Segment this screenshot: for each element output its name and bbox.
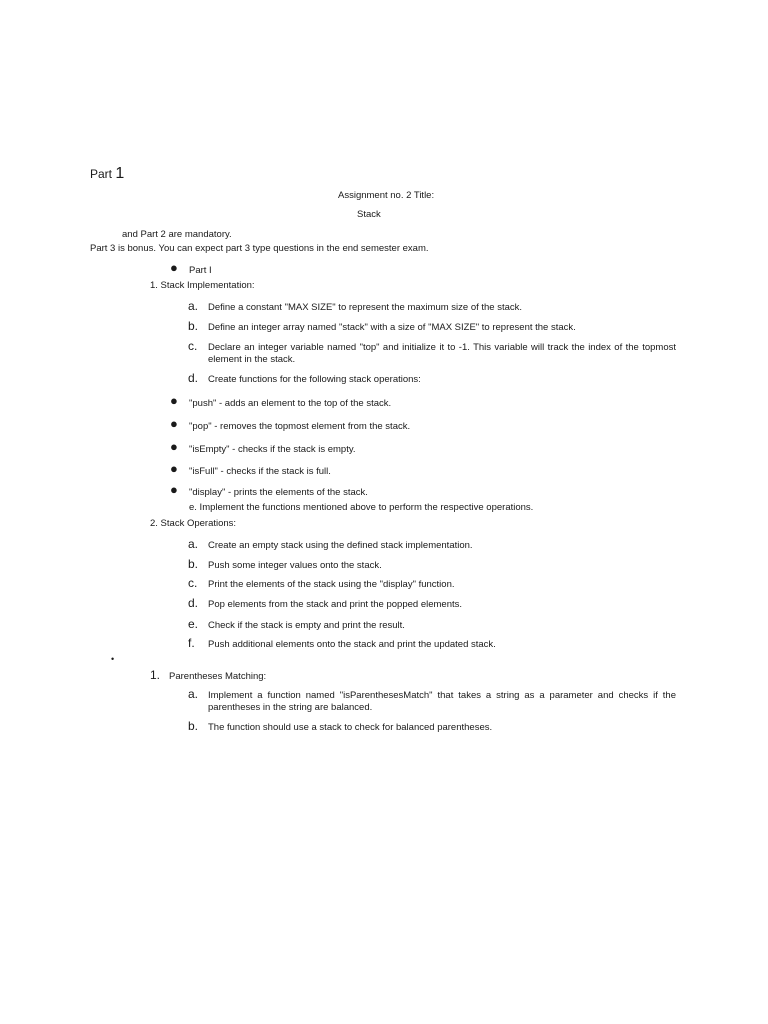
bullet-dot: ● [170, 260, 178, 275]
bullet-dot: ● [170, 393, 178, 408]
assignment-title: Assignment no. 2 Title: [338, 190, 435, 201]
list-item: e. Implement the functions mentioned above to perform the respective operations. [189, 502, 534, 513]
section-3-heading: Parentheses Matching: [169, 671, 267, 682]
list-item: Define an integer array named "stack" with a size of "MAX SIZE" to represent the stack. [208, 322, 576, 333]
list-item: Define a constant "MAX SIZE" to represent the maximum size of the stack. [208, 302, 523, 313]
list-marker: d. [188, 596, 199, 610]
list-marker: a. [188, 299, 199, 313]
list-item: "pop" - removes the topmost element from the stack. [189, 421, 411, 432]
list-marker: a. [188, 687, 199, 701]
list-item: "display" - prints the elements of the stack. [189, 487, 368, 498]
bullet-dot: ● [170, 416, 178, 431]
list-marker: f. [188, 636, 195, 650]
list-marker: b. [188, 319, 199, 333]
list-item: Check if the stack is empty and print the result. [208, 620, 405, 631]
bullet-dot: • [111, 654, 115, 664]
list-item: Pop elements from the stack and print the popped elements. [208, 599, 463, 610]
part-heading [90, 165, 125, 182]
list-item: Create functions for the following stack operations: [208, 374, 421, 385]
section-1-heading: 1. Stack Implementation: [150, 280, 255, 291]
part-heading-number: 1 [115, 165, 125, 182]
part-heading-word: Part [90, 167, 113, 181]
bullet-dot: ● [170, 439, 178, 454]
list-item: Implement a function named "isParenthesesMatch" that takes a string as a parameter and checks if the parentheses in the string are balanced. [208, 690, 676, 713]
list-marker: 1. [150, 668, 161, 682]
list-item: Declare an integer variable named "top" and initialize it to -1. This variable will track the index of the topmost element in the stack. [208, 342, 676, 365]
list-marker: b. [188, 557, 199, 571]
list-item: Create an empty stack using the defined stack implementation. [208, 540, 473, 551]
bullet-dot: ● [170, 482, 178, 497]
list-item: "isFull" - checks if the stack is full. [189, 466, 331, 477]
list-item: Print the elements of the stack using the "display" function. [208, 579, 455, 590]
list-item: Push some integer values onto the stack. [208, 560, 382, 571]
list-item: The function should use a stack to check for balanced parentheses. [208, 722, 493, 733]
doc-title: Stack [357, 209, 381, 220]
list-marker: c. [188, 339, 198, 353]
list-marker: b. [188, 719, 199, 733]
section-2-heading: 2. Stack Operations: [150, 518, 237, 529]
part-i-label: Part I [189, 265, 212, 276]
bullet-dot: ● [170, 461, 178, 476]
list-marker: a. [188, 537, 199, 551]
intro-line-2: Part 3 is bonus. You can expect part 3 type questions in the end semester exam. [90, 243, 429, 254]
list-item: "isEmpty" - checks if the stack is empty. [189, 444, 356, 455]
list-marker: d. [188, 371, 199, 385]
intro-line-1: and Part 2 are mandatory. [122, 229, 232, 240]
list-marker: c. [188, 576, 198, 590]
list-item: "push" - adds an element to the top of the stack. [189, 398, 392, 409]
list-marker: e. [188, 617, 199, 631]
list-item: Push additional elements onto the stack and print the updated stack. [208, 639, 496, 650]
